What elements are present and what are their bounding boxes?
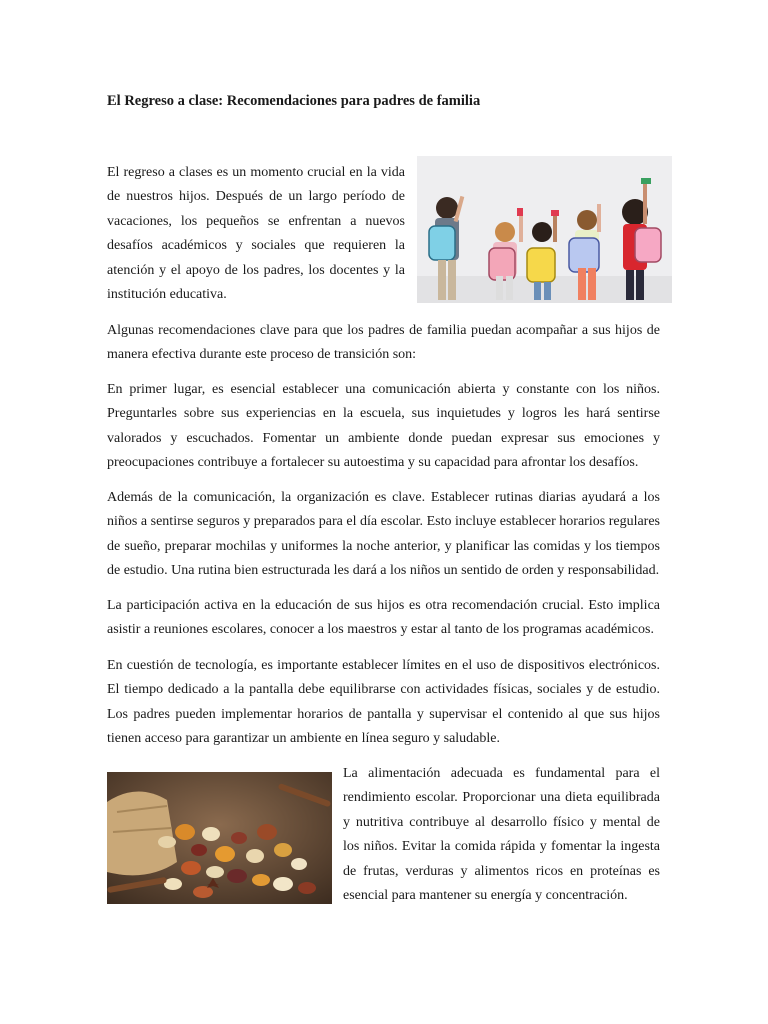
- paragraph-participation: La participación activa en la educación de sus hijos es otra recomendación crucial. Esto implica asistir a reuniones escolares, conocer a los maestros y estar al tanto de los programas académicos.: [107, 598, 660, 638]
- paragraph-technology: En cuestión de tecnología, es importante establecer límites en el uso de dispositivos electrónicos. El tiempo dedicado a la pantalla debe equilibrarse con actividades físicas, sociales y de estudio. Los padres pueden implementar horarios de pantalla y supervisar el contenido al que sus hijos tienen acceso para garantizar un ambiente en línea seguro y saludable.: [107, 658, 660, 747]
- document-title: El Regreso a clase: Recomendaciones para padres de familia: [107, 93, 481, 109]
- paragraph-nutrition: La alimentación adecuada es fundamental para el rendimiento escolar. Proporcionar una dieta equilibrada y nutritiva contribuye al desarrollo físico y mental de los niños. Evitar la comida rápida y fomentar la ingesta de frutas, verduras y alimentos ricos en proteínas es esencial para mantener su energía y concentración.: [343, 766, 660, 904]
- paragraph-intro: El regreso a clases es un momento crucial en la vida de nuestros hijos. Después de un largo período de vacaciones, los pequeños se enfrentan a nuevos desafíos académicos y sociales que requieren la atención y el apoyo de los padres, los docentes y la institución educativa.: [107, 165, 405, 303]
- paragraph-organization: Además de la comunicación, la organización es clave. Establecer rutinas diarias ayudará a los niños a sentirse seguros y preparados para el día escolar. Esto incluye establecer horarios regulares de sueño, preparar mochilas y uniformes la noche anterior, y planificar las comidas y los tiempos de estudio. Una rutina bien estructurada les dará a los niños un sentido de orden y responsabilidad.: [107, 490, 660, 579]
- paragraph-communication: En primer lugar, es esencial establecer una comunicación abierta y constante con los niños. Preguntarles sobre sus experiencias en la escuela, sus inquietudes y logros les hará sentirse valorados y escuchados. Fomentar un ambiente donde puedan expresar sus emociones y preocupaciones contribuye a fortalecer su autoestima y su capacidad para afrontar los desafíos.: [107, 382, 660, 471]
- paragraph-recommendations-intro: Algunas recomendaciones clave para que los padres de familia puedan acompañar a sus hijos de manera efectiva durante este proceso de transición son:: [107, 323, 660, 363]
- nuts-dried-fruit-photo: [107, 772, 332, 904]
- children-backpacks-photo: [417, 156, 672, 303]
